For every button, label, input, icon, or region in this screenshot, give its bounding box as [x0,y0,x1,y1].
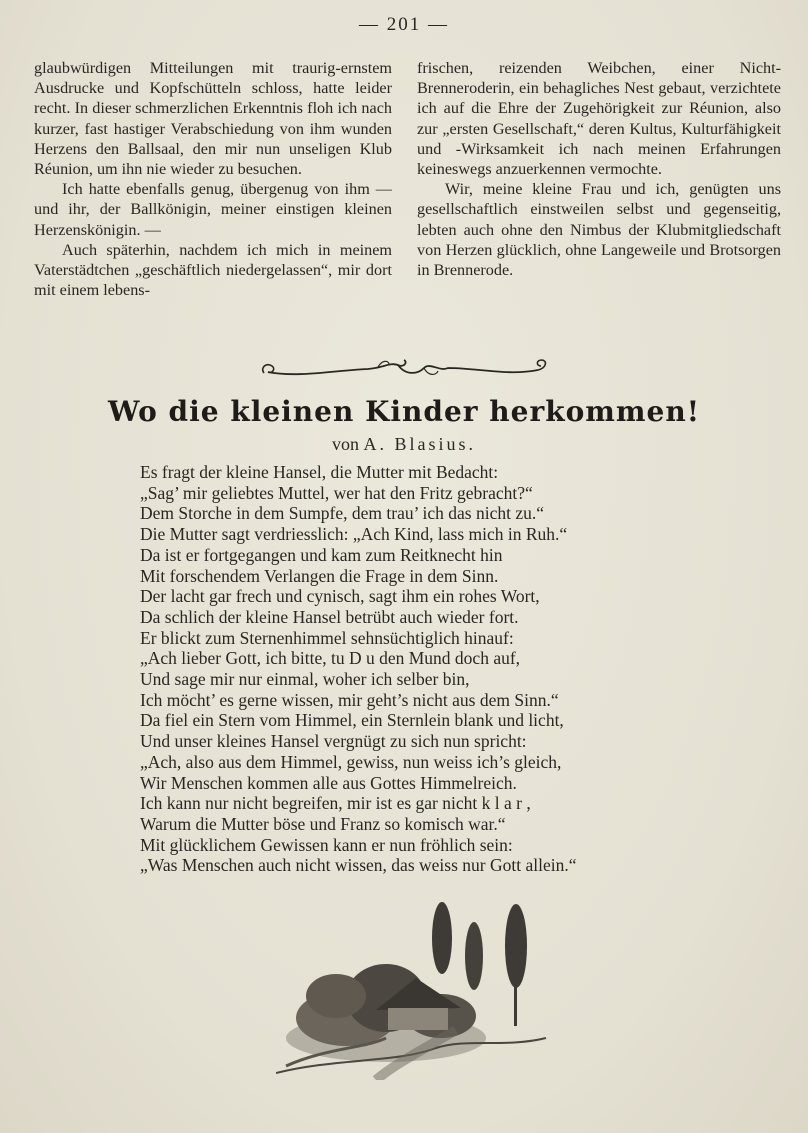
poem-line: Und sage mir nur einmal, woher ich selber bin, [140,669,470,690]
poem-line: „Ach lieber Gott, ich bitte, tu D u den Mund doch auf, [140,648,521,669]
poem-body [140,462,700,876]
page-number: — 201 — [359,14,449,35]
poem-line: Ich kann nur nicht begreifen, mir ist es gar nicht k l a r , [140,793,531,814]
poem-line: Ich möcht’ es gerne wissen, mir geht’s nicht aus dem Sinn.“ [140,689,559,710]
poem-line: Wir Menschen kommen alle aus Gottes Himmelreich. [140,772,517,793]
byline-prefix: von [331,434,359,454]
poem-line: Die Mutter sagt verdriesslich: „Ach Kind, lass mich in Ruh.“ [140,524,568,545]
paragraph: Auch späterhin, nachdem ich mich in meinem Vaterstädtchen „geschäftlich niedergelassen“, mir dort mit einem lebens- [34,240,392,300]
poem-line: Und unser kleines Hansel vergnügt zu sich nun spricht: [140,731,527,752]
poem-line: Warum die Mutter böse und Franz so komisch war.“ [140,813,506,834]
poem-byline [0,434,808,455]
poem-line: Da ist er fortgegangen und kam zum Reitknecht hin [140,544,503,565]
left-column [34,58,392,300]
poem-line: „Sag’ mir geliebtes Muttel, wer hat den Fritz gebracht?“ [140,482,533,503]
poem-line: Da fiel ein Stern vom Himmel, ein Sternlein blank und licht, [140,710,564,731]
poem-line: „Ach, also aus dem Himmel, gewiss, nun weiss ich’s gleich, [140,751,562,772]
poem-line: „Was Menschen auch nicht wissen, das weiss nur Gott allein.“ [140,855,577,876]
poem-line: Der lacht gar frech und cynisch, sagt ihm ein rohes Wort, [140,586,540,607]
poem-line: Es fragt der kleine Hansel, die Mutter mit Bedacht: [140,462,499,482]
poem-author: A. Blasius. [363,434,476,454]
paragraph: Ich hatte ebenfalls genug, übergenug von ihm — und ihr, der Ballkönigin, meiner einstigen kleinen Herzenskönigin. — [34,180,392,239]
landscape-cottage-illustration [276,898,550,1080]
paragraph: frischen, reizenden Weibchen, einer Nicht-Brenneroderin, ein behagliches Nest gebaut, verzichtete ich auf die Ehre der Zugehörigkeit zur Réunion, also zur „ersten Gesellschaft,“ deren Kultus, Kulturfähigkeit und -Wirksamkeit ich nach meinen Erfahrungen keineswegs anzuerkennen vermochte. [417,59,781,179]
scroll-ornament-icon [258,356,550,382]
paragraph: glaubwürdigen Mitteilungen mit traurig-ernstem Ausdrucke und Kopfschütteln schloss, hatte leider recht. In dieser schmerzlichen Erkenntnis floh ich nach kurzer, fast hastiger Verabschiedung von ihm wunden Herzens den Ballsaal, den mir nun unseligen Klub Réunion, um ihn nie wieder zu besuchen. [34,59,392,179]
poem-line: Mit forschendem Verlangen die Frage in dem Sinn. [140,565,499,586]
poem-line: Dem Storche in dem Sumpfe, dem trau’ ich das nicht zu.“ [140,503,545,524]
paragraph: Wir, meine kleine Frau und ich, genügten uns gesellschaftlich einstweilen selbst und gegenseitig, lebten auch ohne den Nimbus der Klubmitgliedschaft von Herzen glücklich, ohne Langeweile und Brotsorgen in Brennerode. [417,180,781,280]
poem-line: Er blickt zum Sternenhimmel sehnsüchtiglich hinauf: [140,627,514,648]
poem-line: Mit glücklichem Gewissen kann er nun fröhlich sein: [140,834,513,855]
poem-line: Da schlich der kleine Hansel betrübt auch wieder fort. [140,606,519,627]
right-column [417,58,781,280]
poem-title: Wo die kleinen Kinder herkommen! [107,395,701,428]
